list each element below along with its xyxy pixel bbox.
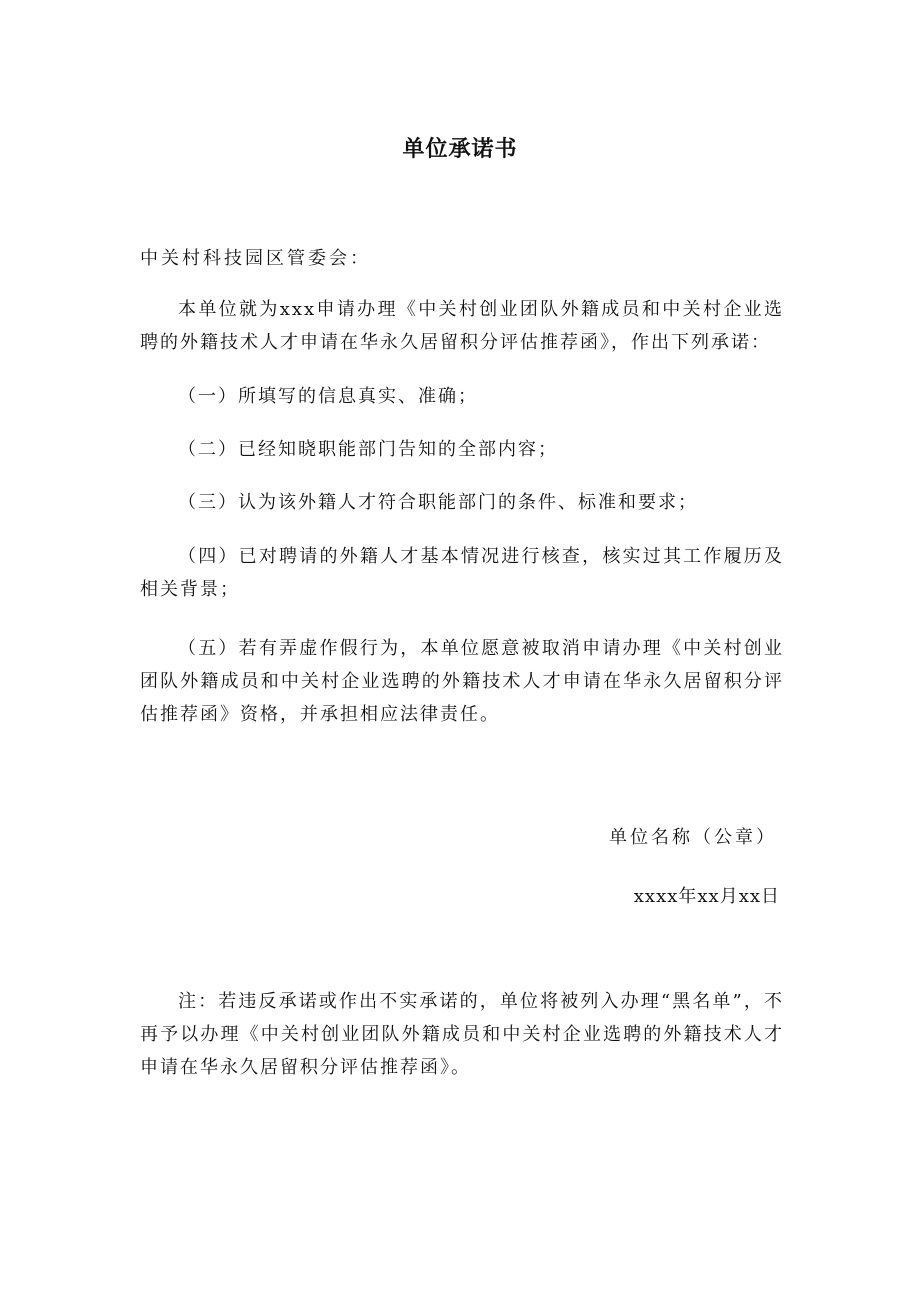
signature-date: xxxx年xx月xx日 xyxy=(633,886,780,907)
commitment-item-5: （五）若有弄虚作假行为，本单位愿意被取消申请办理《中关村创业团队外籍成员和中关村企业选聘的外籍技术人才申请在华永久居留积分评估推荐函》资格，并承担相应法律责任。 xyxy=(140,638,784,725)
commitment-item-1: （一）所填写的信息真实、准确； xyxy=(178,386,478,407)
signature-unit-name: 单位名称（公章） xyxy=(609,827,777,848)
commitment-item-2: （二）已经知晓职能部门告知的全部内容； xyxy=(178,439,558,460)
document-title: 单位承诺书 xyxy=(402,137,518,162)
commitment-item-3: （三）认为该外籍人才符合职能部门的条件、标准和要求； xyxy=(178,492,698,513)
note-paragraph: 注：若违反承诺或作出不实承诺的，单位将被列入办理“黑名单”，不再予以办理《中关村创业团队外籍成员和中关村企业选聘的外籍技术人才申请在华永久居留积分评估推荐函》。 xyxy=(140,991,784,1078)
addressee: 中关村科技园区管委会： xyxy=(140,248,371,269)
intro-paragraph: 本单位就为xxx申请办理《中关村创业团队外籍成员和中关村企业选聘的外籍技术人才申请在华永久居留积分评估推荐函》，作出下列承诺： xyxy=(140,299,784,353)
commitment-item-4: （四）已对聘请的外籍人才基本情况进行核查，核实过其工作履历及相关背景； xyxy=(140,546,784,600)
